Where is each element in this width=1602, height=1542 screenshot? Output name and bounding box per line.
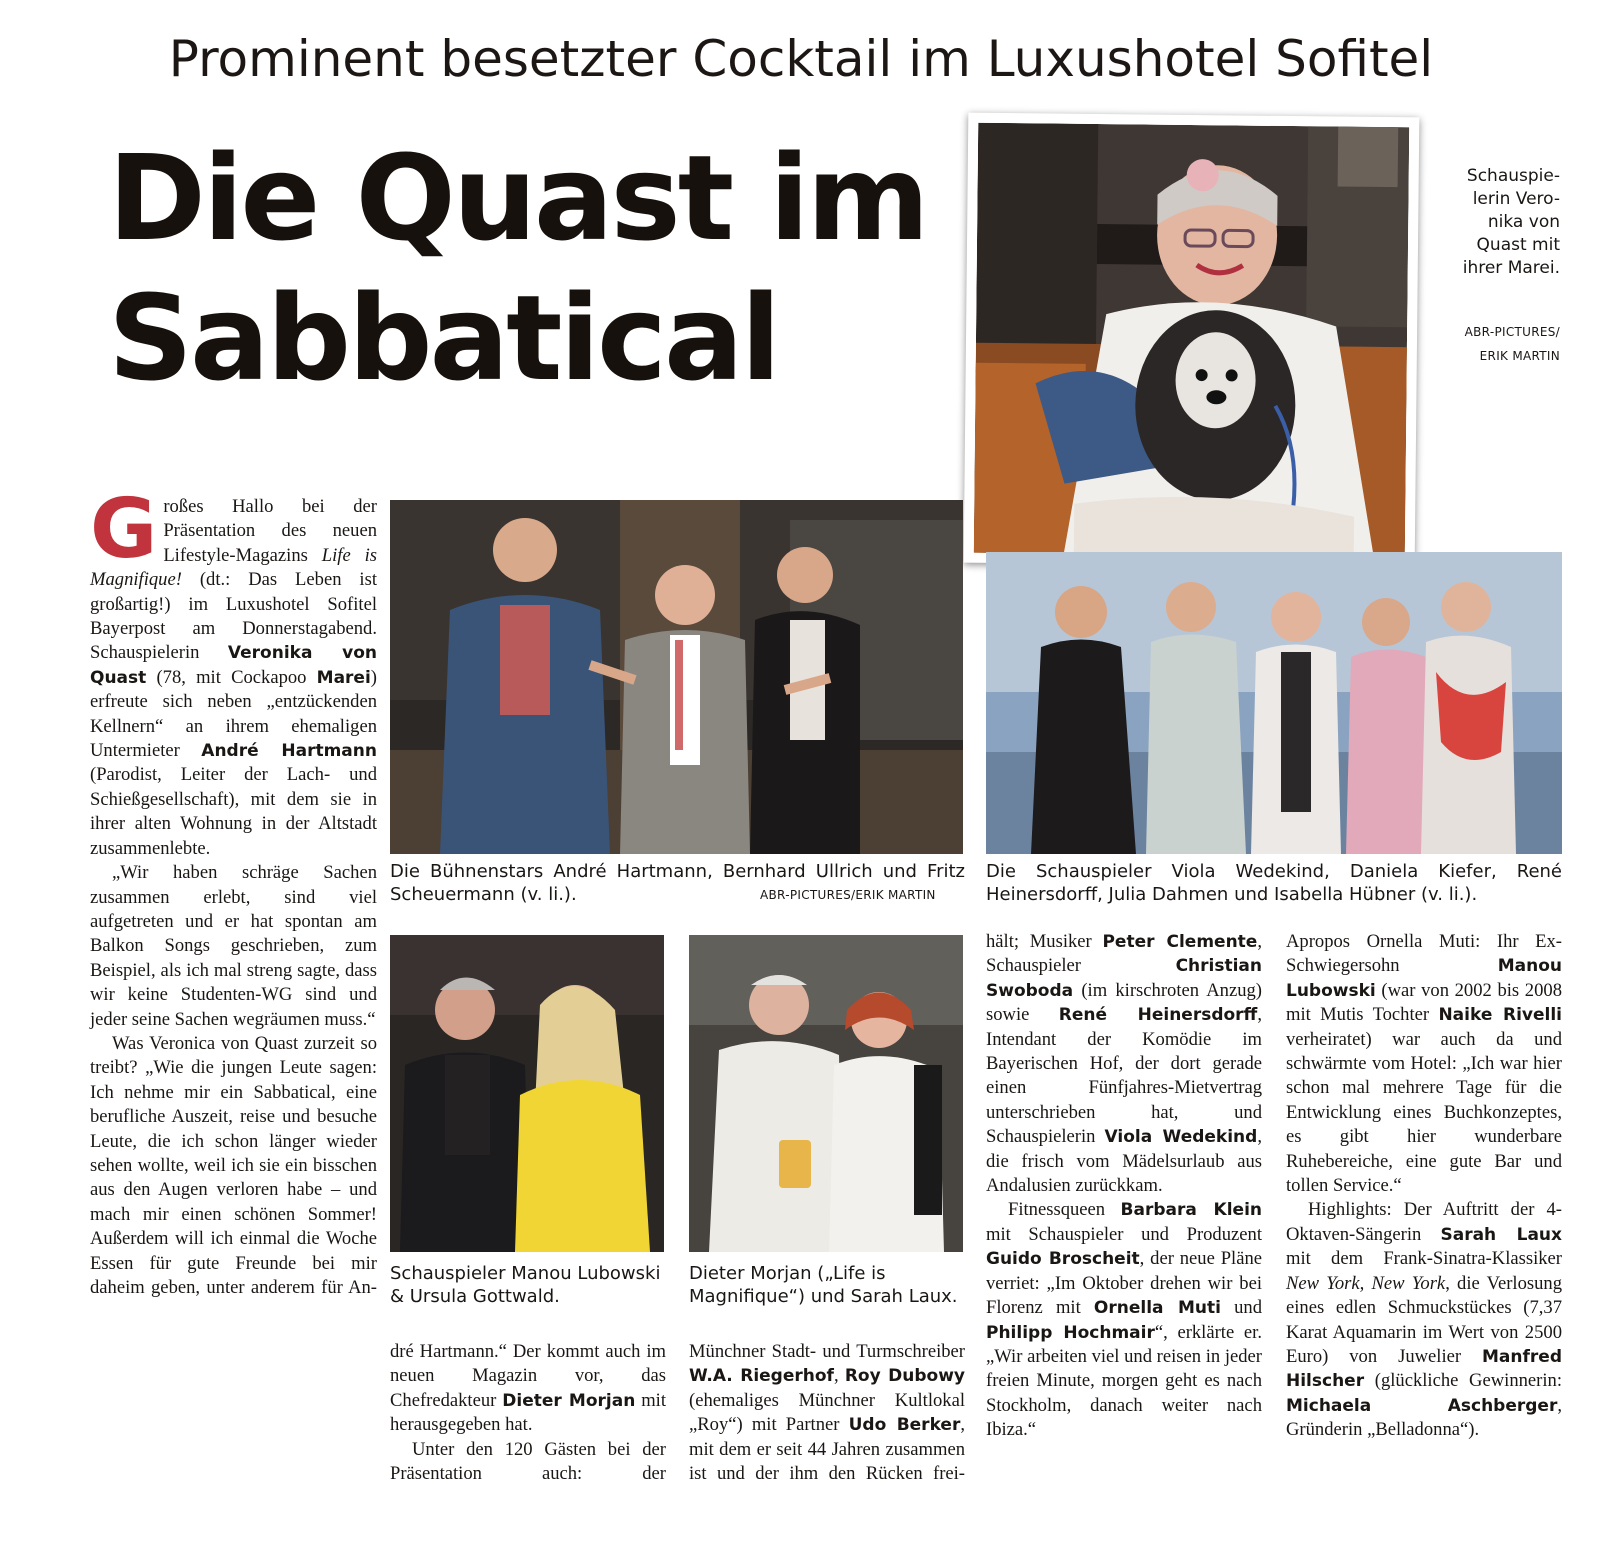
text-run: “, erklärte er. „Wir arbeiten viel und reisen in jeder freien Minute, morgen geht es nach Stockholm, danach weiter nach Ibiza.“ [986,1321,1262,1441]
name-highlight: René Heinersdorff [1058,1005,1258,1026]
main-caption-line: ihrer Marei. [1462,258,1560,278]
text-run: (war von 2002 bis 2008 mit Mutis Tochter [1286,979,1562,1026]
name-highlight: Christian Swoboda [986,956,1262,1001]
text-run: (Parodist, Leiter der Lach- und Schießgesellschaft), mit dem sie in ihrer alten Wohnung in der Altstadt zusammenlebte. [90,764,377,859]
text-run: und [1220,1297,1262,1319]
article-column-2 [390,1340,666,1486]
name-highlight: Dieter Morjan [502,1390,636,1411]
main-caption-line: Schauspie- [1466,166,1560,186]
photo-lubowski-gottwald [390,935,664,1252]
text-run: mit Schauspieler und Produzent [986,1223,1262,1245]
article-column-3 [689,1340,965,1486]
column1-paragraph-3: Was Veronica von Quast zurzeit so treibt? „Wie die jungen Leute sagen: Ich nehme mir ein Sabbatical, eine berufliche Auszeit, reise und besuche Leute, die ich schon länger wieder sehen wollte, weil ich sie ein bisschen aus den Augen verloren habe – und mach mir einen schönen Sommer! Außerdem will ich einmal die Woche Essen für gute Freunde bei mir daheim geben, unter anderem für An- [90,1032,377,1298]
name-highlight: Marei [316,667,371,688]
text-run: verheiratet) war auch da und schwärmte vom Hotel: „Ich war hier schon mal mehrere Tage für die Entwicklung eines Buchkonzeptes, es gibt hier wunderbare Ruhebereiche, eine gute Bar und tollen Service.“ [1286,1028,1562,1197]
main-caption-line: lerin Vero- [1472,189,1560,209]
song-title: New York, New York [1286,1272,1446,1294]
photo-morjan-laux [689,935,963,1252]
text-run: Highlights: Der Auftritt der 4-Oktaven-Sängerin [1286,1199,1562,1245]
trio-photo-credit: ABR-PICTURES/ERIK MARTIN [760,888,936,902]
text-run: roßes Hallo bei der Präsentation des neuen Lifestyle-Magazins [163,496,377,566]
couple1-photo-caption [390,1262,666,1308]
group-caption-text: Die Schauspieler Viola Wedekind, Daniela Kiefer, René Heinersdorff, Julia Dahmen und Isabella Hübner (v. li.). [986,861,1562,905]
couple2-photo-caption [689,1262,965,1308]
text-run: , die frisch vom Mädelsurlaub aus Andalusien zurückkam. [986,1126,1262,1197]
column1-paragraph-2: „Wir haben schräge Sachen zusammen erlebt, sind viel aufgetreten und er hat spontan am Balkon Songs geschrieben, zum Beispiel, als ich mal streng sagte, dass wir keine Studenten-WG sind und jeder seine Sachen wegräumen muss.“ [90,862,377,1030]
text-run: ) erfreute sich neben „entzückenden Kellnern“ an ihrem ehemaligen Untermieter [90,666,377,762]
article-column-4 [986,930,1262,1443]
name-highlight: André Hartmann [201,741,377,762]
text-run: (dt.: Das Leben ist großartig!) im Luxushotel Sofitel Bayerpost am Donnerstagabend. Schauspielerin [90,569,377,664]
headline-line-2: Sabbatical [108,269,779,407]
dropcap: G [90,482,158,577]
text-run: Fitnessqueen [1008,1199,1121,1221]
trio-caption-text: Die Bühnenstars André Hartmann, Bernhard Ullrich und Fritz Scheuermann (v. li.). [390,861,965,905]
text-run: (im kirschroten Anzug) sowie [986,979,1262,1026]
text-run: , Intendant der Komödie im Bayerischen Hof, der dort gerade einen Fünfjahres-Mietvertrag unterschrieben hat, und Schauspielerin [986,1004,1262,1148]
name-highlight: Michaela Aschberger [1286,1395,1558,1416]
name-highlight: Roy Dubowy [844,1366,965,1387]
column4-paragraph-2 [986,1198,1262,1442]
article-column-1 [90,482,377,1300]
name-highlight: Naike Rivelli [1438,1005,1562,1026]
main-caption-line: nika von [1487,212,1560,232]
name-highlight: Udo Berker [848,1415,961,1436]
name-highlight: W.A. Riegerhof [689,1366,834,1387]
photo-buehnenstars [390,500,963,854]
name-highlight: Manou Lubowski [1286,956,1562,1001]
name-highlight: Philipp Hochmair [986,1322,1155,1343]
main-photo-credit [1420,320,1560,368]
magazine-title: Life is Magnifique! [90,544,377,591]
text-run: mit dem Frank-Sinatra-Klassiker [1286,1248,1562,1270]
main-credit-line: ERIK MARTIN [1479,349,1560,363]
couple1-caption-text: Schauspieler Manou Lubowski & Ursula Gottwald. [390,1263,661,1307]
column1-paragraph-1 [90,482,377,861]
text-run: , die Verlosung eines edlen Schmuckstückes (7,37 Karat Aquamarin im Wert von 2500 Euro) von Juwelier [1286,1272,1563,1367]
main-caption-line: Quast mit [1476,235,1560,255]
photo-veronika-with-dog [974,123,1409,557]
name-highlight: Barbara Klein [1120,1200,1262,1221]
column5-paragraph-2 [1286,1198,1562,1442]
column4-paragraph-1 [986,930,1262,1198]
group-photo-caption [986,860,1562,906]
text-run: , [833,1365,845,1387]
text-run: Münchner Stadt- und Turmschreiber [689,1341,965,1362]
name-highlight: Ornella Muti [1093,1298,1221,1319]
name-highlight: Guido Broscheit [986,1249,1140,1270]
column5-paragraph-1 [1286,930,1562,1198]
article-column-5 [1286,930,1562,1443]
column2-paragraph-2: Unter den 120 Gästen bei der Präsentation auch: der [390,1438,666,1485]
main-photo-frame [964,113,1420,568]
text-run: dré Hartmann.“ Der kommt auch im neuen Magazin vor, das Chefredakteur [390,1341,666,1411]
text-run: , Schauspieler [986,931,1262,977]
name-highlight: Viola Wedekind [1104,1127,1258,1148]
couple2-caption-text: Dieter Morjan („Life is Magnifique“) und Sarah Laux. [689,1263,958,1307]
text-run: (78, mit Cockapoo [146,666,317,688]
text-run: , Gründerin „Belladonna“). [1286,1394,1562,1441]
text-run: Apropos Ornella Muti: Ihr Ex-Schwiegersohn [1286,931,1562,977]
column3-paragraph-1 [689,1340,965,1486]
text-run: mit herausgegeben hat. [390,1389,667,1436]
main-photo-caption [1440,165,1560,280]
text-run: , der neue Pläne verriet: „Im Oktober drehen wir bei Florenz mit [986,1248,1262,1319]
page-title [108,128,948,408]
name-highlight: Sarah Laux [1440,1224,1562,1245]
headline-line-1: Die Quast im [108,129,927,267]
name-highlight: Peter Clemente [1102,932,1258,952]
main-credit-line: ABR-PICTURES/ [1464,325,1560,339]
text-run: (glückliche Gewinnerin: [1364,1370,1562,1392]
name-highlight: Veronika von Quast [90,643,377,688]
name-highlight: Manfred Hilscher [1286,1346,1562,1392]
text-run: hält; Musiker [986,931,1103,952]
kicker-headline: Prominent besetzter Cocktail im Luxushotel Sofitel [168,30,1434,88]
text-run: , mit dem er seit 44 Jahren zusammen ist und der ihm den Rücken frei- [689,1414,965,1485]
photo-schauspieler-gruppe [986,552,1562,854]
column2-paragraph-1 [390,1340,666,1438]
text-run: (ehemaliges Münchner Kultlokal „Roy“) mit Partner [689,1389,965,1436]
